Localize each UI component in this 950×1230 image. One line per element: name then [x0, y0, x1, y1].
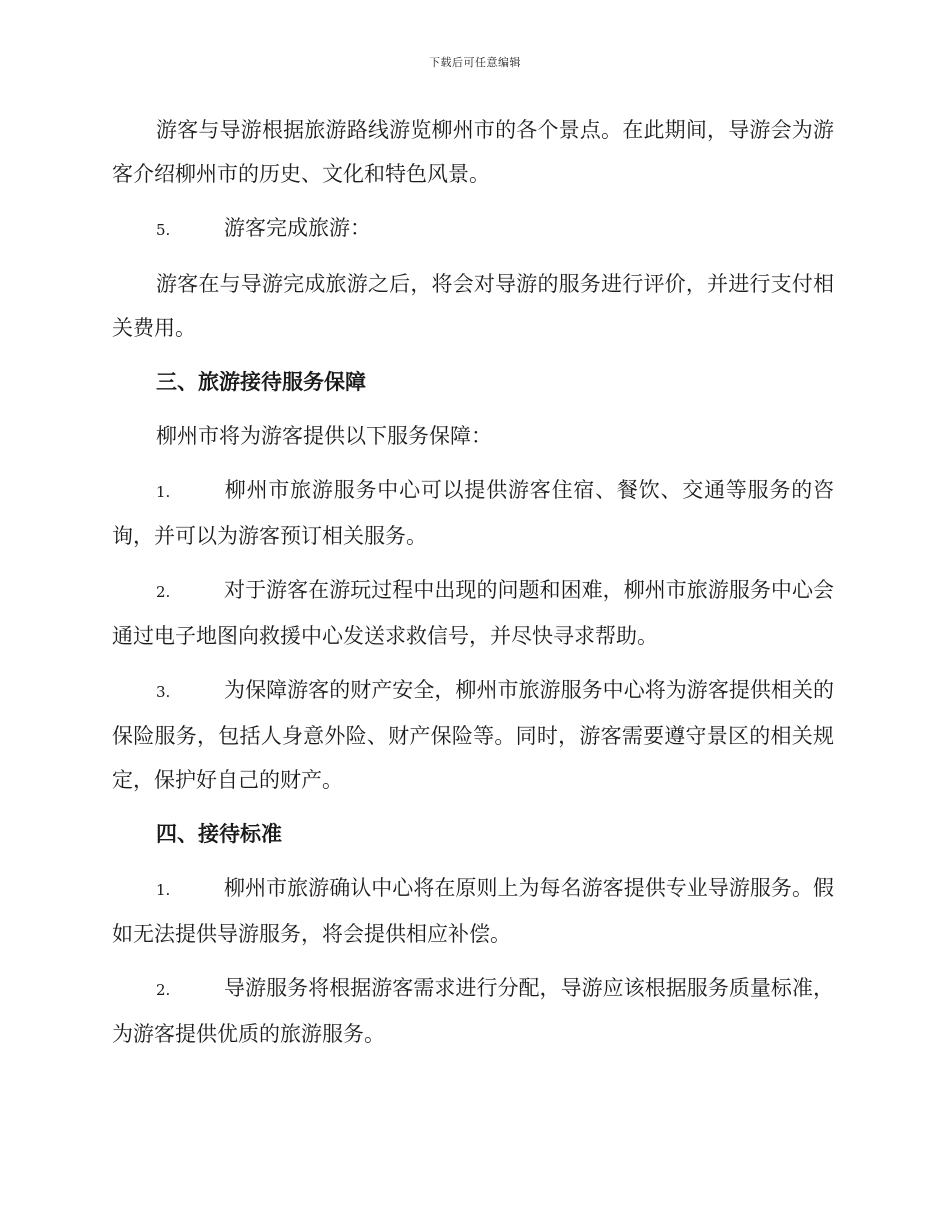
list-number: 1.	[156, 483, 171, 501]
list-text: 导游服务将根据游客需求进行分配，导游应该根据服务质量标准，为游客提供优质的旅游服务。	[112, 976, 834, 1046]
list-number: 5.	[156, 221, 171, 239]
list-item-4-1	[112, 866, 834, 956]
list-number: 2.	[156, 981, 171, 999]
list-text: 对于游客在游玩过程中出现的问题和困难，柳州市旅游服务中心会通过电子地图向救援中心发送求救信号，并尽快寻求帮助。	[112, 578, 834, 648]
list-text: 为保障游客的财产安全，柳州市旅游服务中心将为游客提供相关的保险服务，包括人身意外险、财产保险等。同时，游客需要遵守景区的相关规定，保护好自己的财产。	[112, 678, 834, 792]
list-number: 1.	[156, 881, 171, 899]
list-item-3-2	[112, 568, 834, 658]
list-item-3-1	[112, 468, 834, 558]
document-body	[112, 108, 834, 1066]
list-item-3-3	[112, 668, 834, 802]
list-number: 2.	[156, 583, 171, 601]
paragraph-tour-complete: 游客在与导游完成旅游之后，将会对导游的服务进行评价，并进行支付相关费用。	[112, 272, 834, 340]
list-text: 柳州市旅游服务中心可以提供游客住宿、餐饮、交通等服务的咨询，并可以为游客预订相关服务。	[112, 478, 834, 548]
list-text: 游客完成旅游：	[224, 216, 371, 240]
list-item-4-2	[112, 966, 834, 1056]
list-number: 3.	[156, 683, 171, 701]
page-header: 下载后可任意编辑	[429, 56, 521, 69]
paragraph-tour-visit: 游客与导游根据旅游路线游览柳州市的各个景点。在此期间，导游会为游客介绍柳州市的历史、文化和特色风景。	[112, 118, 834, 186]
list-text: 柳州市旅游确认中心将在原则上为每名游客提供专业导游服务。假如无法提供导游服务，将会提供相应补偿。	[112, 876, 834, 946]
list-item-5	[112, 206, 834, 252]
section-heading-4: 四、接待标准	[156, 821, 282, 846]
paragraph-service-intro: 柳州市将为游客提供以下服务保障：	[156, 424, 492, 448]
section-heading-3: 三、旅游接待服务保障	[156, 369, 366, 394]
